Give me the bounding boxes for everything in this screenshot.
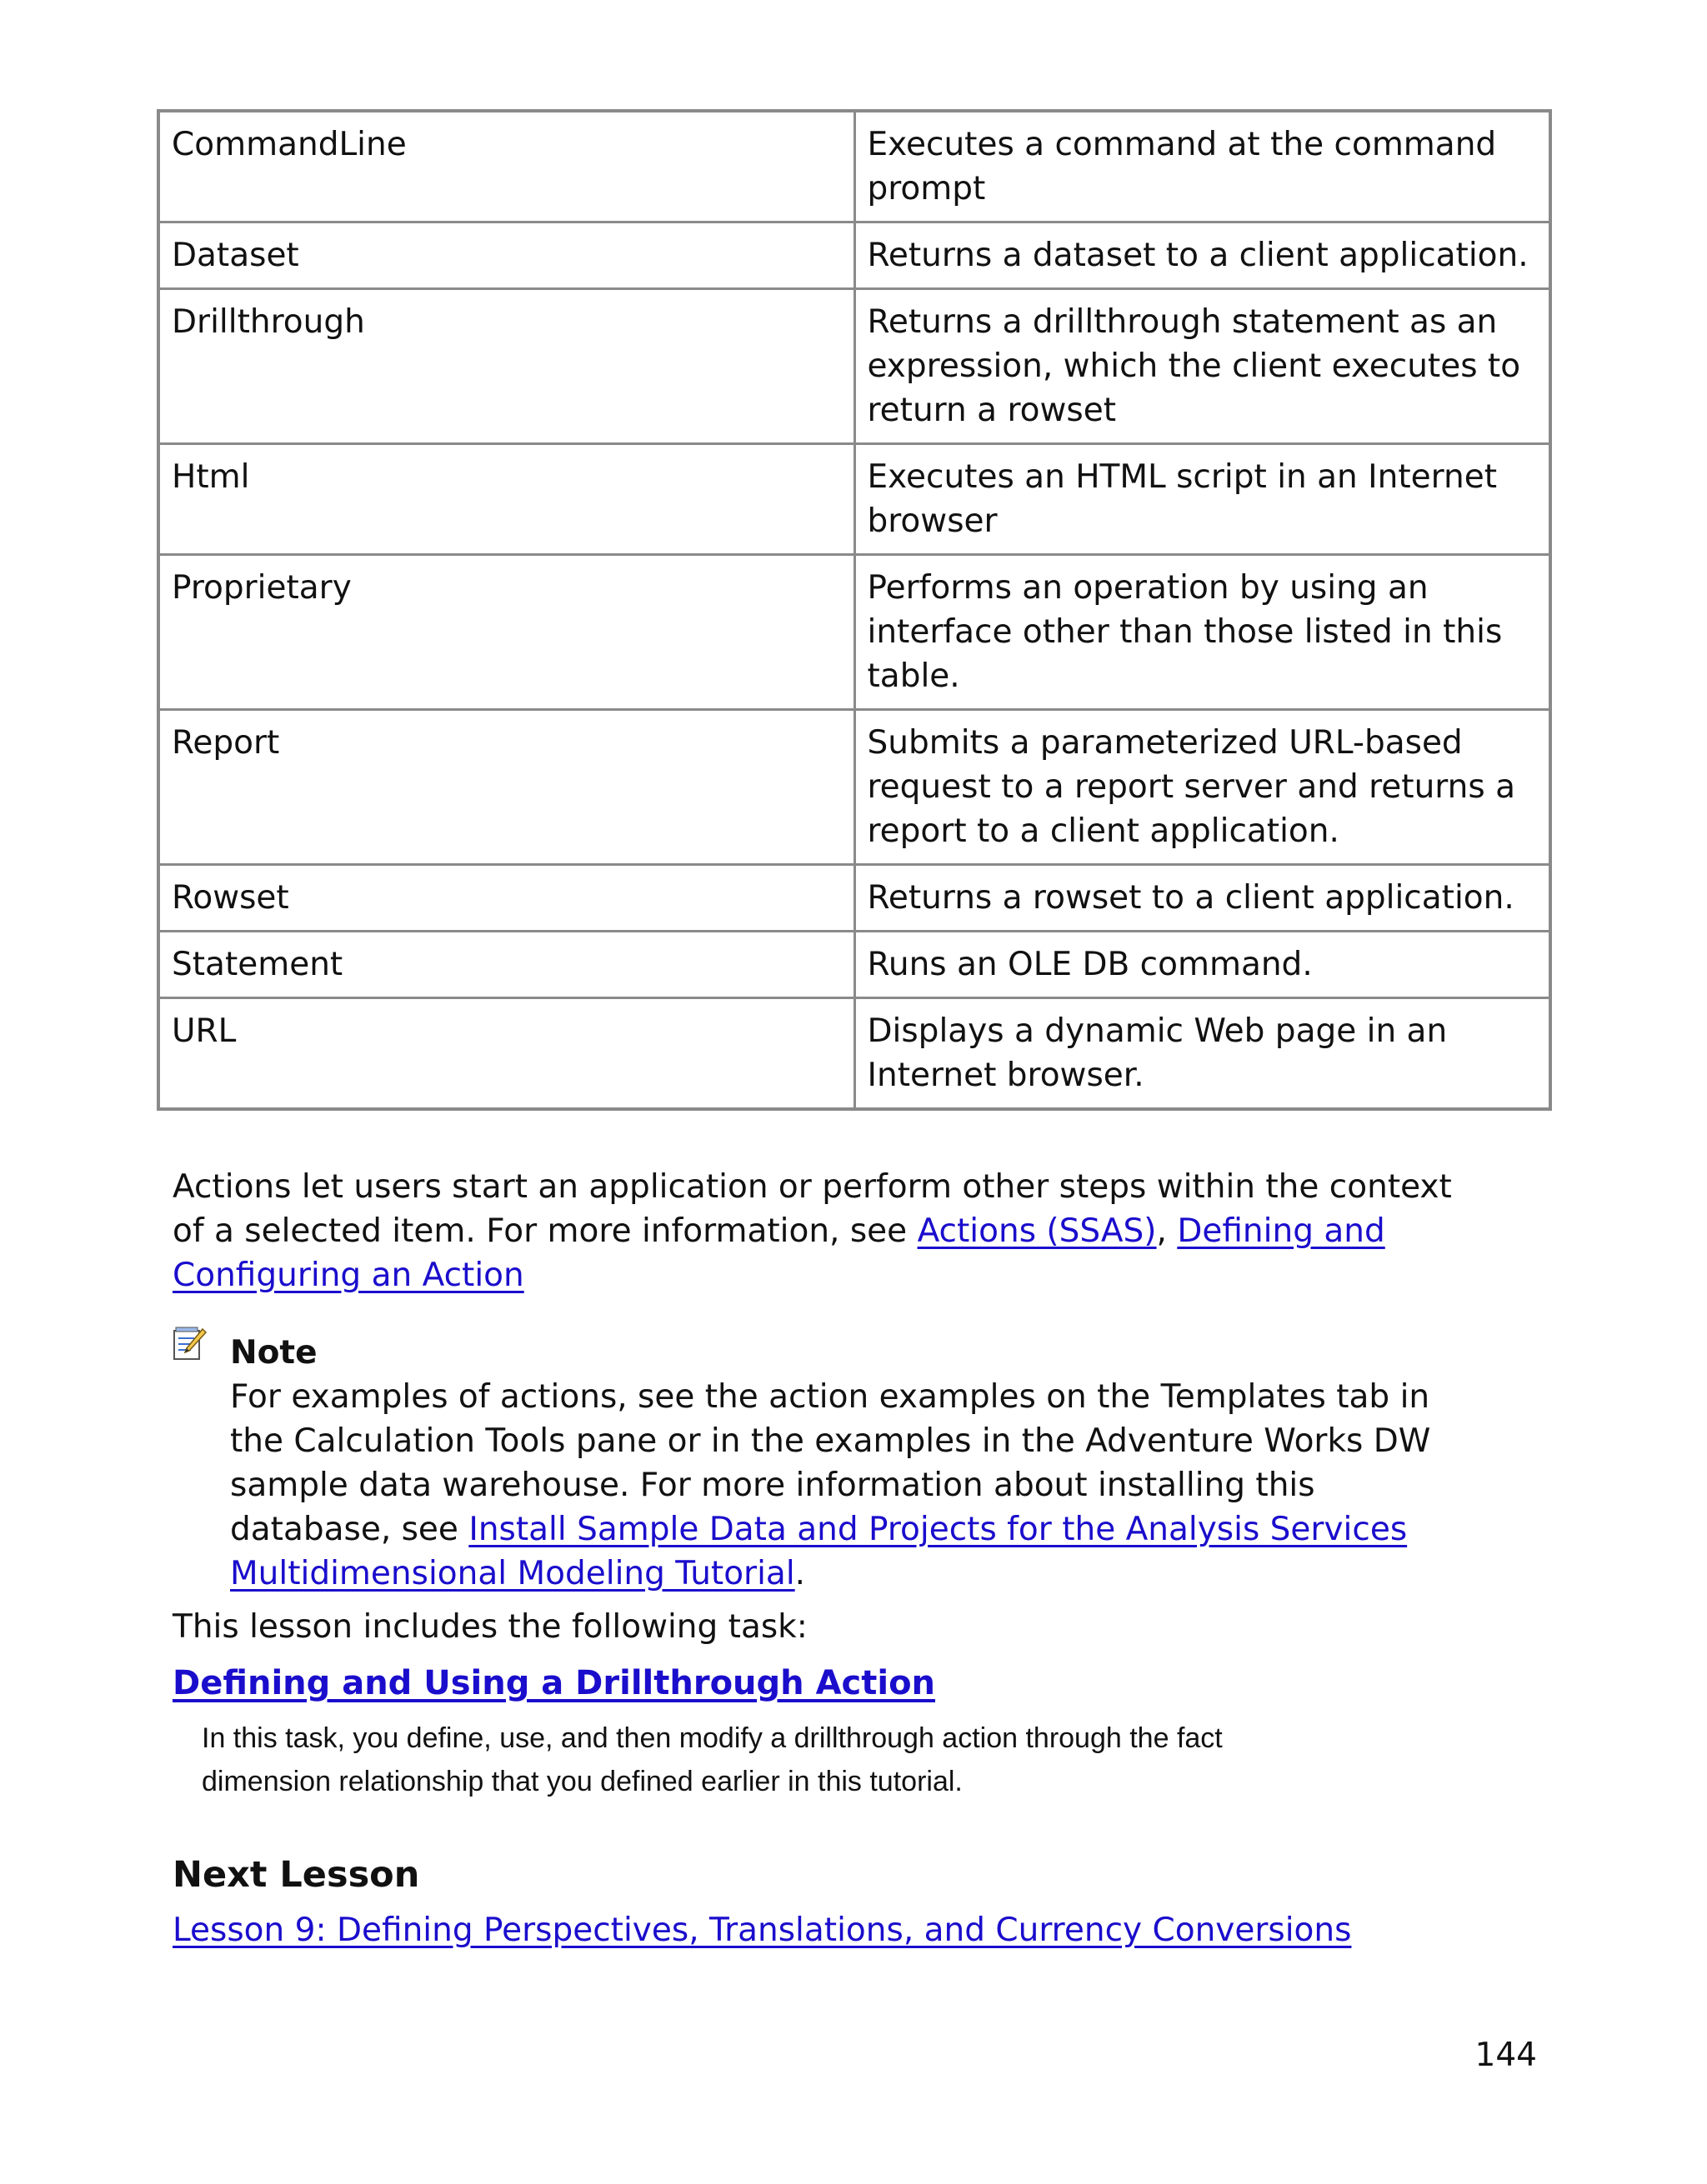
actions-ssas-link[interactable]: Actions (SSAS) — [917, 1212, 1157, 1250]
table-row — [158, 289, 1550, 444]
task-description: In this task, you define, use, and then modify a drillthrough action through the fact dimension relationship that you defined earlier in this tutorial. — [202, 1722, 1223, 1797]
action-type-description-cell: Executes an HTML script in an Internet browser — [854, 444, 1550, 555]
action-type-description-cell: Displays a dynamic Web page in an Internet browser. — [854, 998, 1550, 1110]
action-type-description-cell: Returns a dataset to a client application. — [854, 222, 1550, 289]
next-lesson-link[interactable]: Lesson 9: Defining Perspectives, Translations, and Currency Conversions — [173, 1912, 1352, 1949]
action-type-name-cell: Rowset — [158, 865, 854, 932]
actions-intro-paragraph — [173, 1165, 1489, 1297]
table-row — [158, 111, 1550, 222]
drillthrough-action-task-link[interactable]: Defining and Using a Drillthrough Action — [173, 1664, 936, 1702]
action-type-description-cell: Submits a parameterized URL-based request to a report server and returns a report to a client application. — [854, 710, 1550, 865]
action-type-name-cell: Report — [158, 710, 854, 865]
action-type-name-cell: Proprietary — [158, 555, 854, 710]
action-type-description-cell: Returns a rowset to a client application. — [854, 865, 1550, 932]
action-type-description-cell: Executes a command at the command prompt — [854, 111, 1550, 222]
install-sample-data-link[interactable]: Install Sample Data and Projects for the Analysis Services Multidimensional Modeling Tutorial — [230, 1511, 1408, 1592]
action-type-name-cell: Dataset — [158, 222, 854, 289]
action-type-name-cell: CommandLine — [158, 111, 854, 222]
action-type-name-cell: Drillthrough — [158, 289, 854, 444]
note-title: Note — [230, 1334, 318, 1372]
action-type-description-cell: Runs an OLE DB command. — [854, 932, 1550, 998]
note-body — [230, 1375, 1464, 1596]
action-types-table — [157, 109, 1552, 1111]
table-row — [158, 222, 1550, 289]
intro-separator: , — [1156, 1212, 1178, 1250]
defining-configuring-action-link[interactable]: Defining and Configuring an Action — [173, 1212, 1385, 1294]
note-pencil-icon — [171, 1326, 208, 1362]
table-row — [158, 444, 1550, 555]
next-lesson-heading: Next Lesson — [173, 1854, 420, 1896]
note-text: For examples of actions, see the action examples on the Templates tab in the Calculation Tools pane or in the examples in the Adventure Works DW sample data warehouse. For more information about installing this database, see — [230, 1378, 1431, 1548]
action-type-description-cell: Returns a drillthrough statement as an expression, which the client executes to return a rowset — [854, 289, 1550, 444]
action-type-name-cell: Statement — [158, 932, 854, 998]
table-row — [158, 710, 1550, 865]
table-row — [158, 998, 1550, 1110]
lesson-intro-text: This lesson includes the following task: — [173, 1608, 808, 1646]
intro-text: Actions let users start an application or perform other steps within the context of a selected item. For more information, see — [173, 1168, 1452, 1250]
action-type-description-cell: Performs an operation by using an interface other than those listed in this table. — [854, 555, 1550, 710]
table-row — [158, 555, 1550, 710]
table-row — [158, 865, 1550, 932]
action-type-name-cell: Html — [158, 444, 854, 555]
table-row — [158, 932, 1550, 998]
page-number: 144 — [1474, 2037, 1537, 2074]
note-text-end: . — [794, 1555, 806, 1592]
action-types-table-body — [158, 111, 1550, 1109]
action-type-name-cell: URL — [158, 998, 854, 1110]
